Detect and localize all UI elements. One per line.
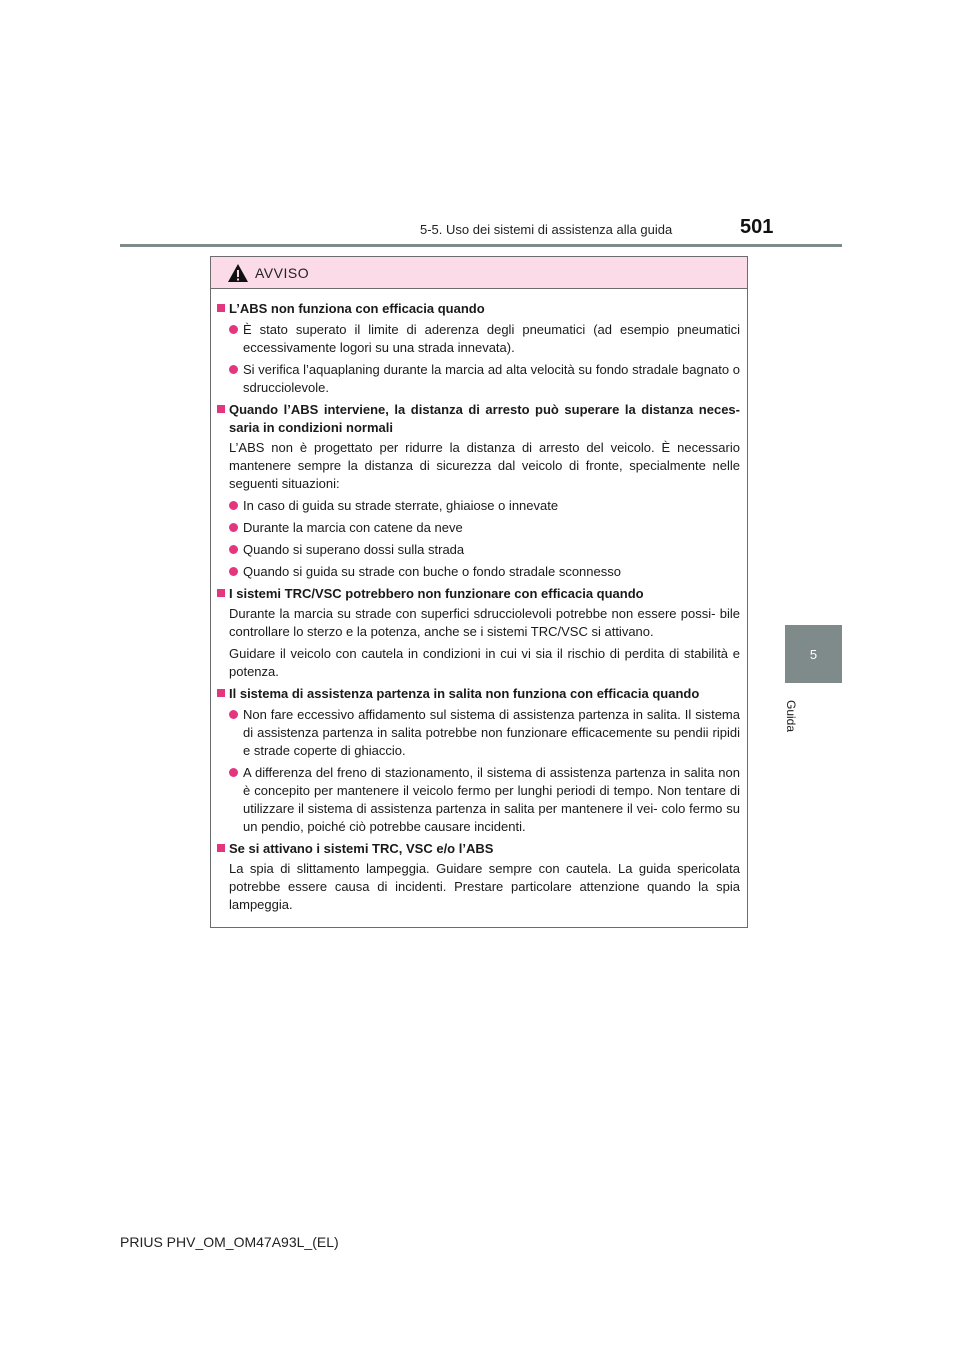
list-item: A differenza del freno di stazionamento, il sistema di assistenza partenza in salita non è concepito per mantenere il veicolo fermo per lunghi periodi di tempo. Non tentare di utilizzare il sistema di assistenza partenza in salita per mantenere il vei- colo fermo su un pendio, poiché ciò potrebbe causare incidenti. — [229, 764, 740, 836]
section-heading: Se si attivano i sistemi TRC, VSC e/o l’ABS — [217, 840, 740, 858]
square-bullet-icon — [217, 405, 225, 413]
section-heading: I sistemi TRC/VSC potrebbero non funzionare con efficacia quando — [217, 585, 740, 603]
list-item: In caso di guida su strade sterrate, ghiaiose o innevate — [229, 497, 740, 515]
warning-box — [210, 256, 748, 928]
square-bullet-icon — [217, 589, 225, 597]
round-bullet-icon — [229, 365, 238, 374]
page-number: 501 — [740, 216, 774, 238]
round-bullet-icon — [229, 501, 238, 510]
list-item: Durante la marcia con catene da neve — [229, 519, 740, 537]
round-bullet-icon — [229, 325, 238, 334]
square-bullet-icon — [217, 844, 225, 852]
section-heading: L’ABS non funziona con efficacia quando — [217, 300, 740, 318]
section-title: 5-5. Uso dei sistemi di assistenza alla guida — [420, 222, 673, 237]
round-bullet-icon — [229, 768, 238, 777]
warning-header — [211, 257, 747, 289]
round-bullet-icon — [229, 567, 238, 576]
list-item: Quando si guida su strade con buche o fondo stradale sconnesso — [229, 563, 740, 581]
warning-section — [217, 401, 740, 581]
section-text: L’ABS non è progettato per ridurre la distanza di arresto del veicolo. È necessario mantenere sempre la distanza di sicurezza dal veicolo di fronte, specialmente nelle seguenti situazioni: — [229, 440, 740, 491]
list-item: È stato superato il limite di aderenza degli pneumatici (ad esempio pneumatici eccessivamente logori su una strada innevata). — [229, 321, 740, 357]
list-item: Non fare eccessivo affidamento sul sistema di assistenza partenza in salita. Il sistema di assistenza partenza in salita potrebbe non funzionare efficacemente su pendii ripidi e strade coperte di ghiaccio. — [229, 706, 740, 760]
round-bullet-icon — [229, 545, 238, 554]
square-bullet-icon — [217, 304, 225, 312]
warning-section — [217, 585, 740, 681]
header-divider — [120, 244, 842, 247]
section-text: La spia di slittamento lampeggia. Guidare sempre con cautela. La guida spericolata potrebbe essere causa di incidenti. Prestare particolare attenzione quando la spia lampeggia. — [229, 861, 740, 912]
round-bullet-icon — [229, 523, 238, 532]
square-bullet-icon — [217, 689, 225, 697]
list-item: Quando si superano dossi sulla strada — [229, 541, 740, 559]
section-heading: Il sistema di assistenza partenza in salita non funziona con efficacia quando — [217, 685, 740, 703]
warning-section — [217, 300, 740, 397]
section-text: Guidare il veicolo con cautela in condizioni in cui vi sia il rischio di perdita di stabilità e potenza. — [229, 646, 740, 679]
warning-section — [217, 685, 740, 836]
warning-body — [211, 289, 747, 914]
section-text: Durante la marcia su strade con superfici sdrucciolevoli potrebbe non essere possi- bile controllare lo sterzo e la potenza, anche se i sistemi TRC/VSC si attivano. — [229, 606, 740, 639]
chapter-label: Guida — [784, 700, 798, 733]
warning-section — [217, 840, 740, 914]
list-item: Si verifica l’aquaplaning durante la marcia ad alta velocità su fondo stradale bagnato o sdrucciolevole. — [229, 361, 740, 397]
chapter-tab — [785, 625, 842, 683]
chapter-number: 5 — [809, 646, 818, 662]
warning-triangle-icon — [227, 263, 249, 283]
section-heading: Quando l’ABS interviene, la distanza di arresto può superare la distanza neces- saria in condizioni normali — [217, 401, 740, 437]
round-bullet-icon — [229, 710, 238, 719]
warning-title: AVVISO — [255, 264, 310, 281]
footer-model-code: PRIUS PHV_OM_OM47A93L_(EL) — [120, 1234, 339, 1250]
